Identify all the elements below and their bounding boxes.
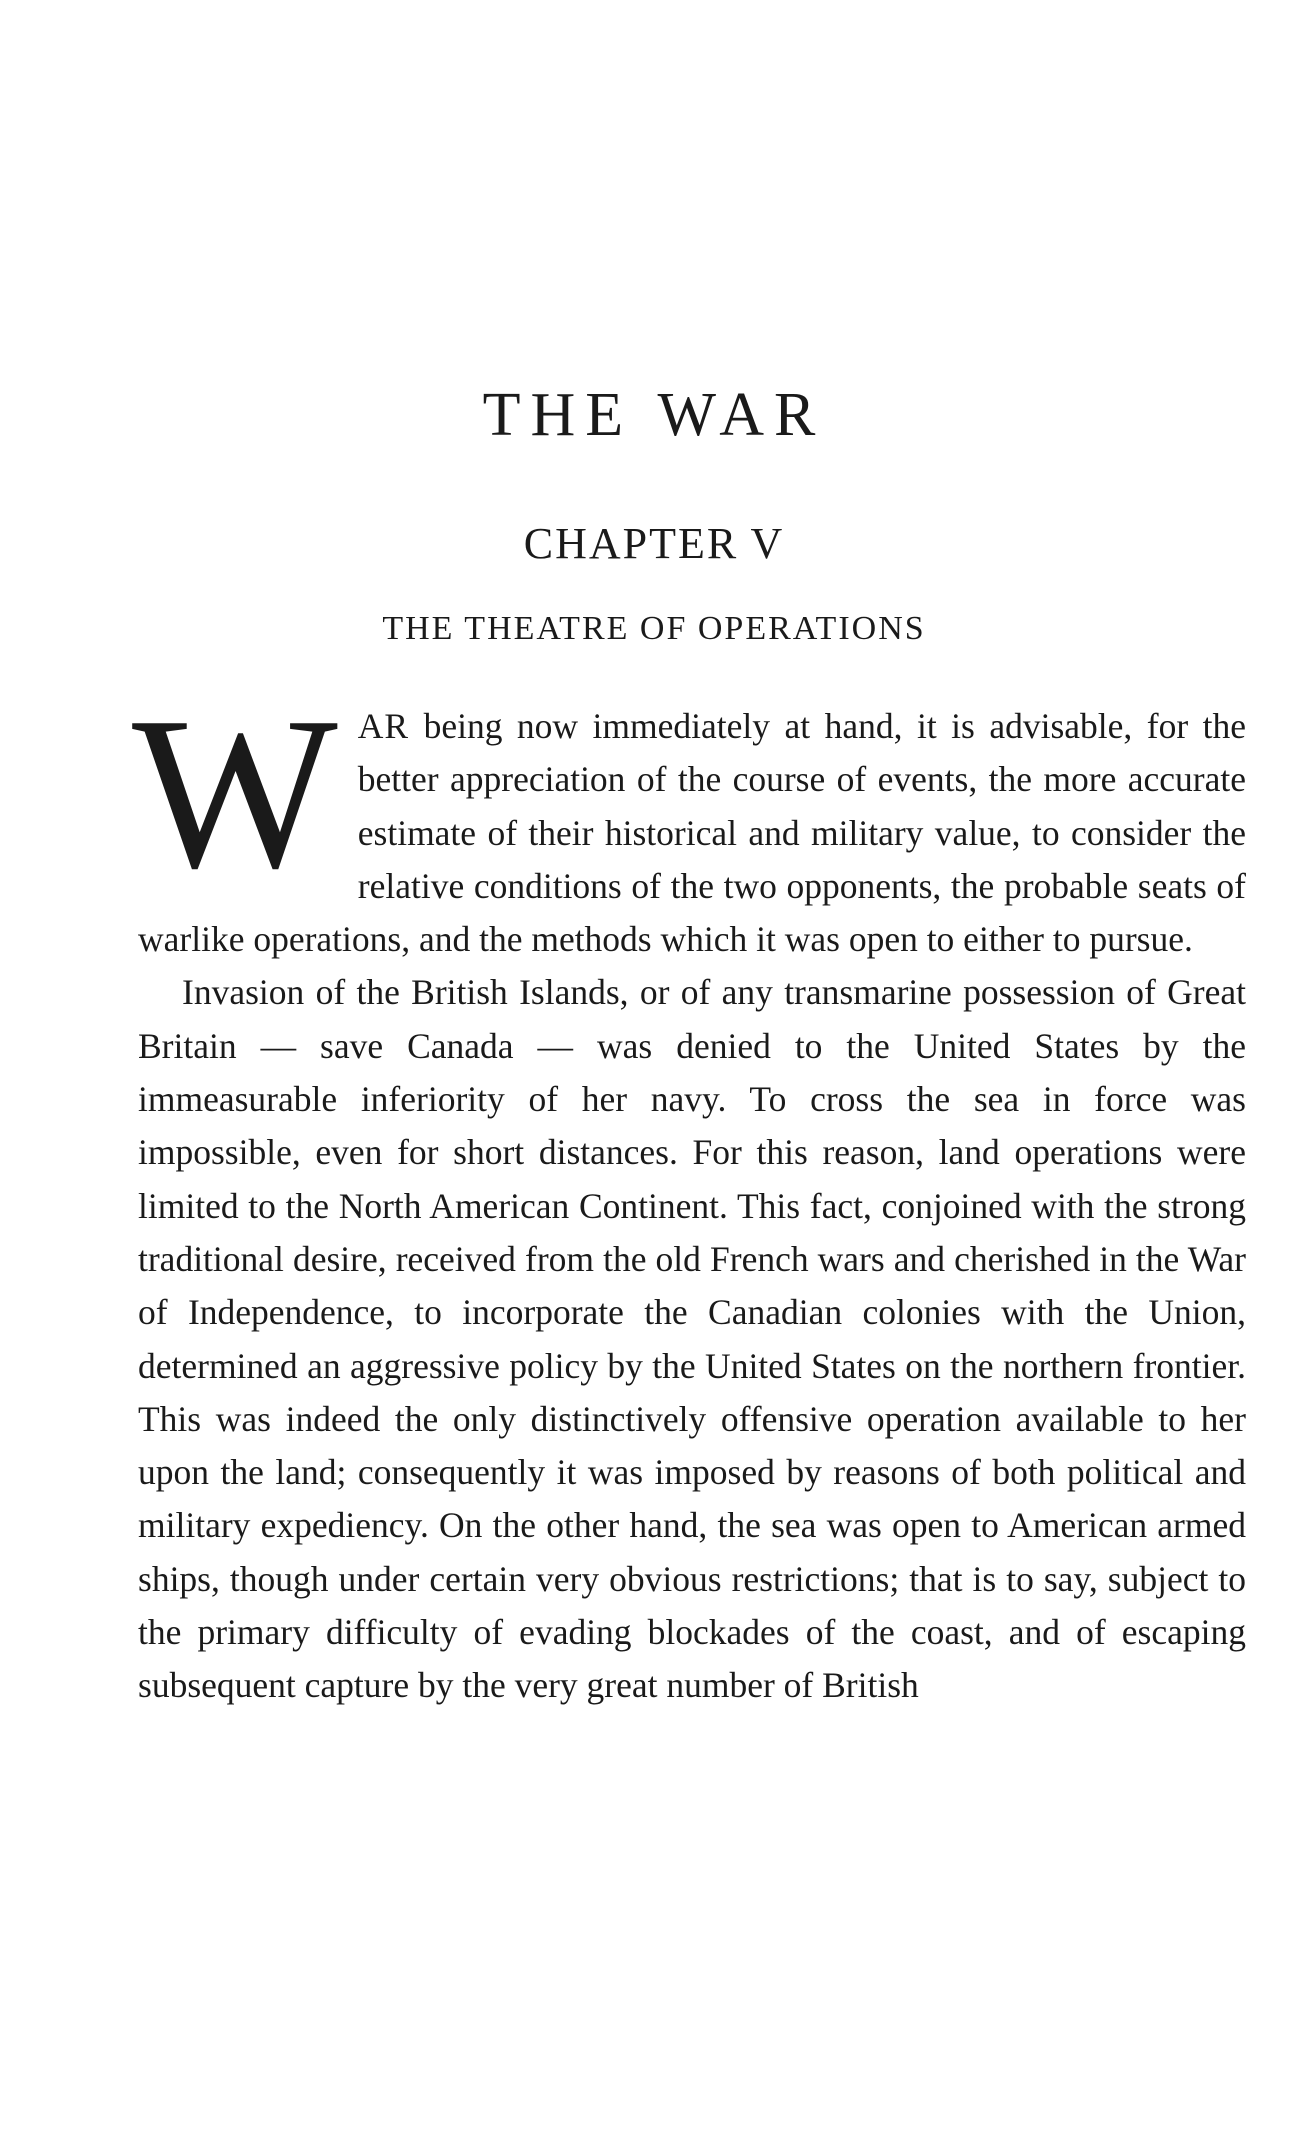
chapter-heading: CHAPTER V [523,519,785,568]
chapter-body [132,673,1246,1713]
opening-paragraph-text: being now immediately at hand, it is advisable, for the better appreciation of the course of events, the more accurate estimate of their historical and military value, to consider the relative conditions of the two opponents, the probable seats of warlike operations, and the methods which it was open to either to pursue. [138,706,1246,960]
invasion-paragraph-text: Invasion of the British Islands, or of any transmarine possession of Great Britain — save Canada — was denied to the United States by the immeasurable inferiority of her navy. To cross the sea in force was impossible, even for short distances. For this reason, land operations were limited to the North American Continent. This fact, conjoined with the strong traditional desire, received from the old French wars and cherished in the War of Independence, to incorporate the Canadian colonies with the Union, determined an aggressive policy by the United States on the northern frontier. This was indeed the only distinctively offensive operation available to her upon the land; consequently it was imposed by reasons of both political and military expediency. On the other hand, the sea was open to American armed ships, though under certain very obvious restrictions; that is to say, subject to the primary difficulty of evading blockades of the coast, and of escaping subsequent capture by the very great number of British [138,972,1246,1706]
book-title: THE WAR [482,381,826,449]
chapter-subtitle: THE THEATRE OF OPERATIONS [382,610,926,647]
paragraph-invasion [138,966,1246,1712]
drop-cap-initial: W [132,673,338,914]
opening-lead-in: AR [357,706,410,746]
paragraph-opening [132,673,1246,966]
